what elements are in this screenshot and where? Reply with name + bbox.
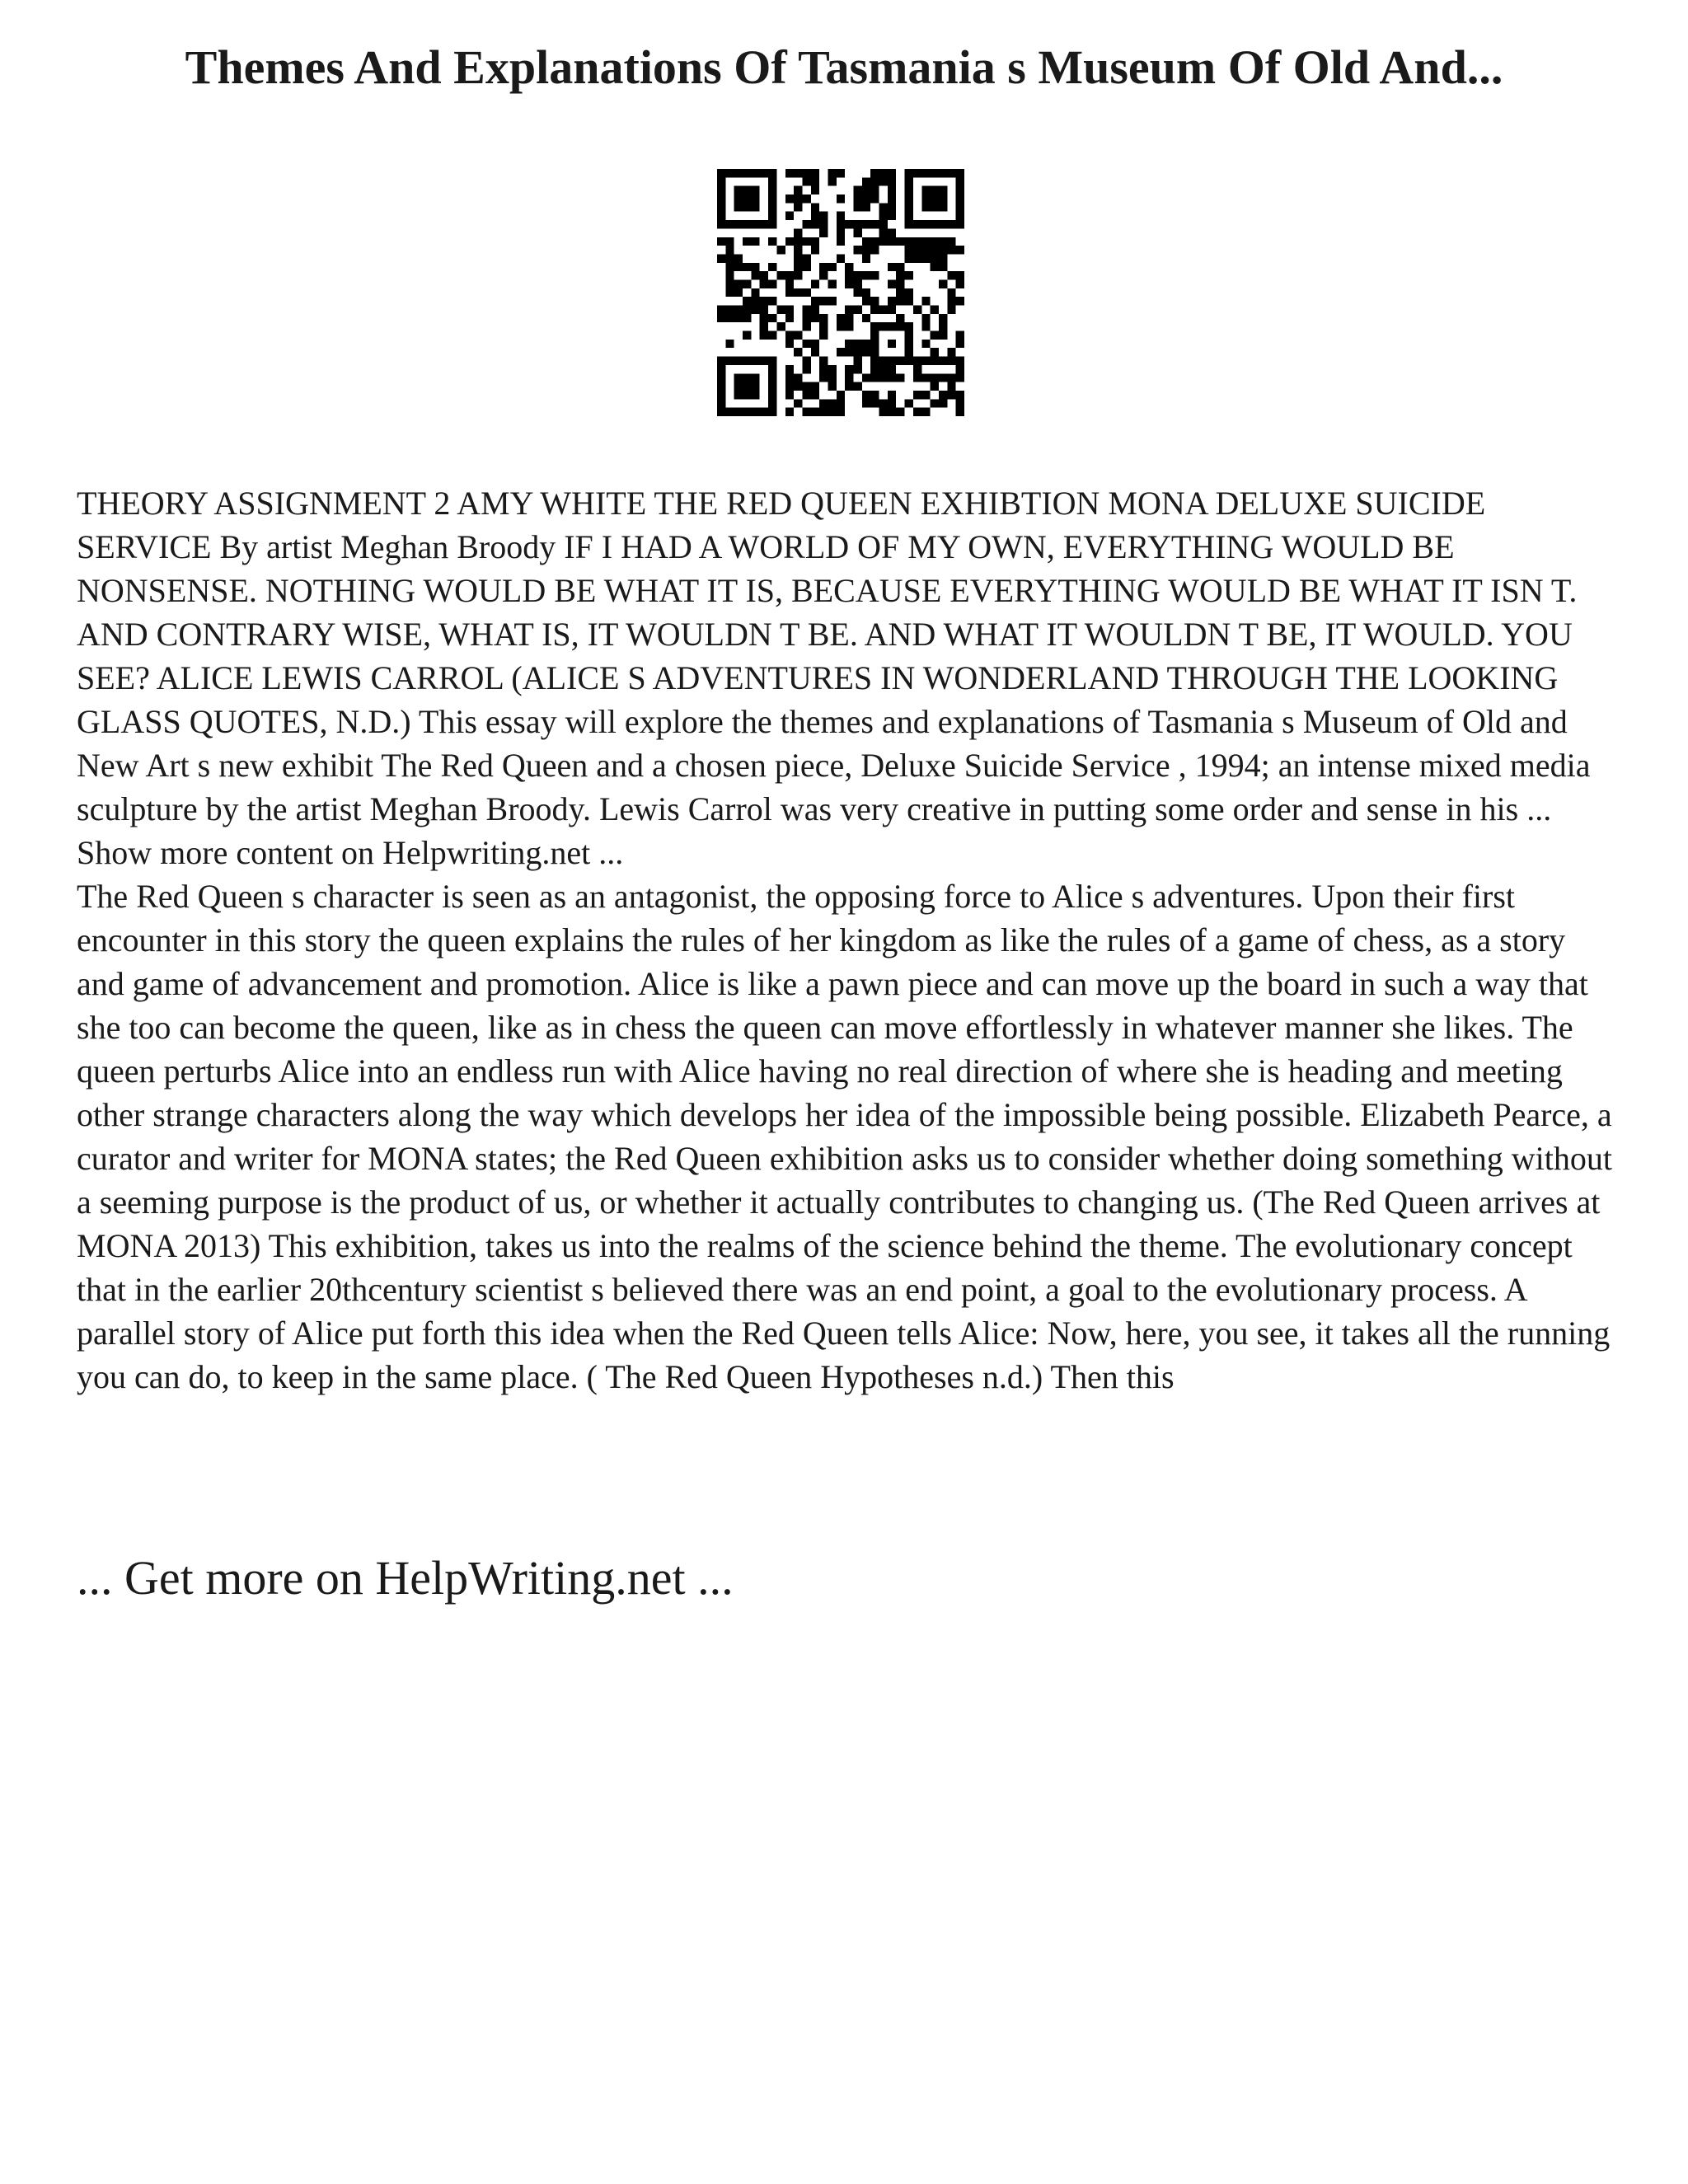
- article-body: [77, 481, 1620, 1399]
- article-paragraph-2: The Red Queen s character is seen as an antagonist, the opposing force to Alice s adventures. Upon their first encounter in this story the queen explains the rules of her kingdom as like the rules of a game of chess, as a story and game of advancement and promotion. Alice is like a pawn piece and can move up the board in such a way that she too can become the queen, like as in chess the queen can move effortlessly in whatever manner she likes. The queen perturbs Alice into an endless run with Alice having no real direction of where she is heading and meeting other strange characters along the way which develops her idea of the impossible being possible. Elizabeth Pearce, a curator and writer for MONA states; the Red Queen exhibition asks us to consider whether doing something without a seeming purpose is the product of us, or whether it actually contributes to changing us. (The Red Queen arrives at MONA 2013) This exhibition, takes us into the realms of the science behind the theme. The evolutionary concept that in the earlier 20thcentury scientist s believed there was an end point, a goal to the evolutionary process. A parallel story of Alice put forth this idea when the Red Queen tells Alice: Now, here, you see, it takes all the running you can do, to keep in the same place. ( The Red Queen Hypotheses n.d.) Then this: [77, 878, 1612, 1395]
- get-more-link[interactable]: ... Get more on HelpWriting.net ...: [77, 1551, 734, 1605]
- qr-code-icon: [717, 169, 964, 416]
- document-title: Themes And Explanations Of Tasmania s Museum Of Old And...: [185, 40, 1503, 94]
- article-paragraph-1: THEORY ASSIGNMENT 2 AMY WHITE THE RED QUEEN EXHIBTION MONA DELUXE SUICIDE SERVICE By artist Meghan Broody IF I HAD A WORLD OF MY OWN, EVERYTHING WOULD BE NONSENSE. NOTHING WOULD BE WHAT IT IS, BECAUSE EVERYTHING WOULD BE WHAT IT ISN T. AND CONTRARY WISE, WHAT IS, IT WOULDN T BE. AND WHAT IT WOULDN T BE, IT WOULD. YOU SEE? ALICE LEWIS CARROL (ALICE S ADVENTURES IN WONDERLAND THROUGH THE LOOKING GLASS QUOTES, N.D.) This essay will explore the themes and explanations of Tasmania s Museum of Old and New Art s new exhibit The Red Queen and a chosen piece, Deluxe Suicide Service , 1994; an intense mixed media sculpture by the artist Meghan Broody. Lewis Carrol was very creative in putting some order and sense in his ... Show more content on Helpwriting.net ...: [77, 485, 1591, 871]
